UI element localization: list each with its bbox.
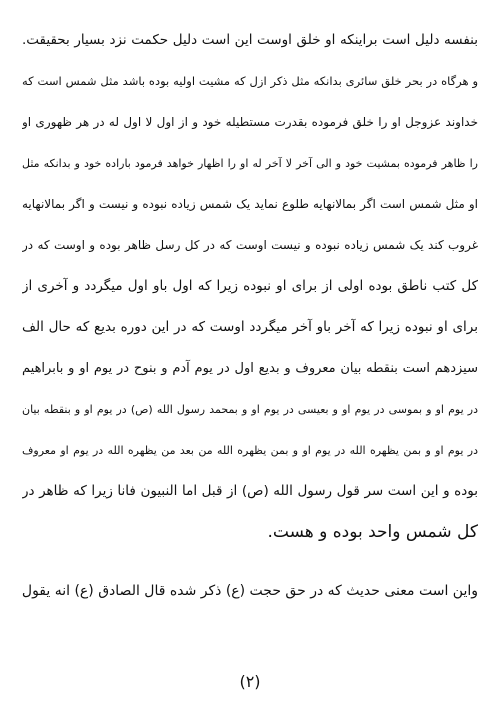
page-number: (۲) bbox=[239, 672, 261, 691]
text-line: غروب کند یک شمس زیاده نبوده و نیست اوست که در کل رسل ظاهر بوده و اوست که در bbox=[22, 238, 478, 252]
text-line: در یوم او و بمن یظهره الله در یوم او و بمن یظهره الله من بعد من یظهره الله در یوم او معروف bbox=[22, 444, 478, 457]
body-text bbox=[22, 20, 478, 612]
text-line: او مثل شمس است اگر بمالانهایه طلوع نماید یک شمس زیاده نبوده و نیست و اگر بمالانهایه bbox=[22, 197, 478, 211]
text-line: سیزدهم است بنقطه بیان معروف و بدیع اول در یوم آدم و بنوح در یوم او و بابراهیم bbox=[22, 361, 478, 376]
text-line: در یوم او و بموسی در یوم او و بعیسی در یوم او و بمحمد رسول الله (ص) در یوم او و بنقطه بیان bbox=[22, 403, 478, 416]
text-line: را ظاهر فرموده بمشیت خود و الی آخر لا آخر له او را اظهار خواهد فرمود باراده خود و بدانکه مثل bbox=[22, 157, 478, 170]
text-line: واین است معنی حدیث که در حق حجت (ع) ذکر شده قال الصادق (ع) انه یقول bbox=[22, 583, 478, 599]
text-line: خداوند عزوجل او را خلق فرموده بقدرت مستطیله خود و از اول لا اول له در هر ظهوری او bbox=[22, 115, 478, 129]
text-line: برای او نبوده زیرا که آخر باو آخر میگردد اوست که در این دوره بدیع که حال الف bbox=[22, 319, 478, 335]
text-line: و هرگاه در بحر خلق سائری بدانکه مثل ذکر ازل که مشیت اولیه بوده باشد مثل شمس است که bbox=[22, 74, 478, 88]
text-line: بنفسه دلیل است براینکه او خلق اوست این است دلیل حکمت نزد بسیار بحقیقت. bbox=[22, 32, 478, 48]
text-line: بوده و این است سر قول رسول الله (ص) از قبل اما النبیون فانا زیرا که ظاهر در bbox=[22, 483, 478, 499]
text-line: کل کتب ناطق بوده اولی از برای او نبوده زیرا که اول باو اول میگردد و آخری از bbox=[22, 278, 478, 294]
text-line: کل شمس واحد بوده و هست. bbox=[267, 522, 478, 542]
